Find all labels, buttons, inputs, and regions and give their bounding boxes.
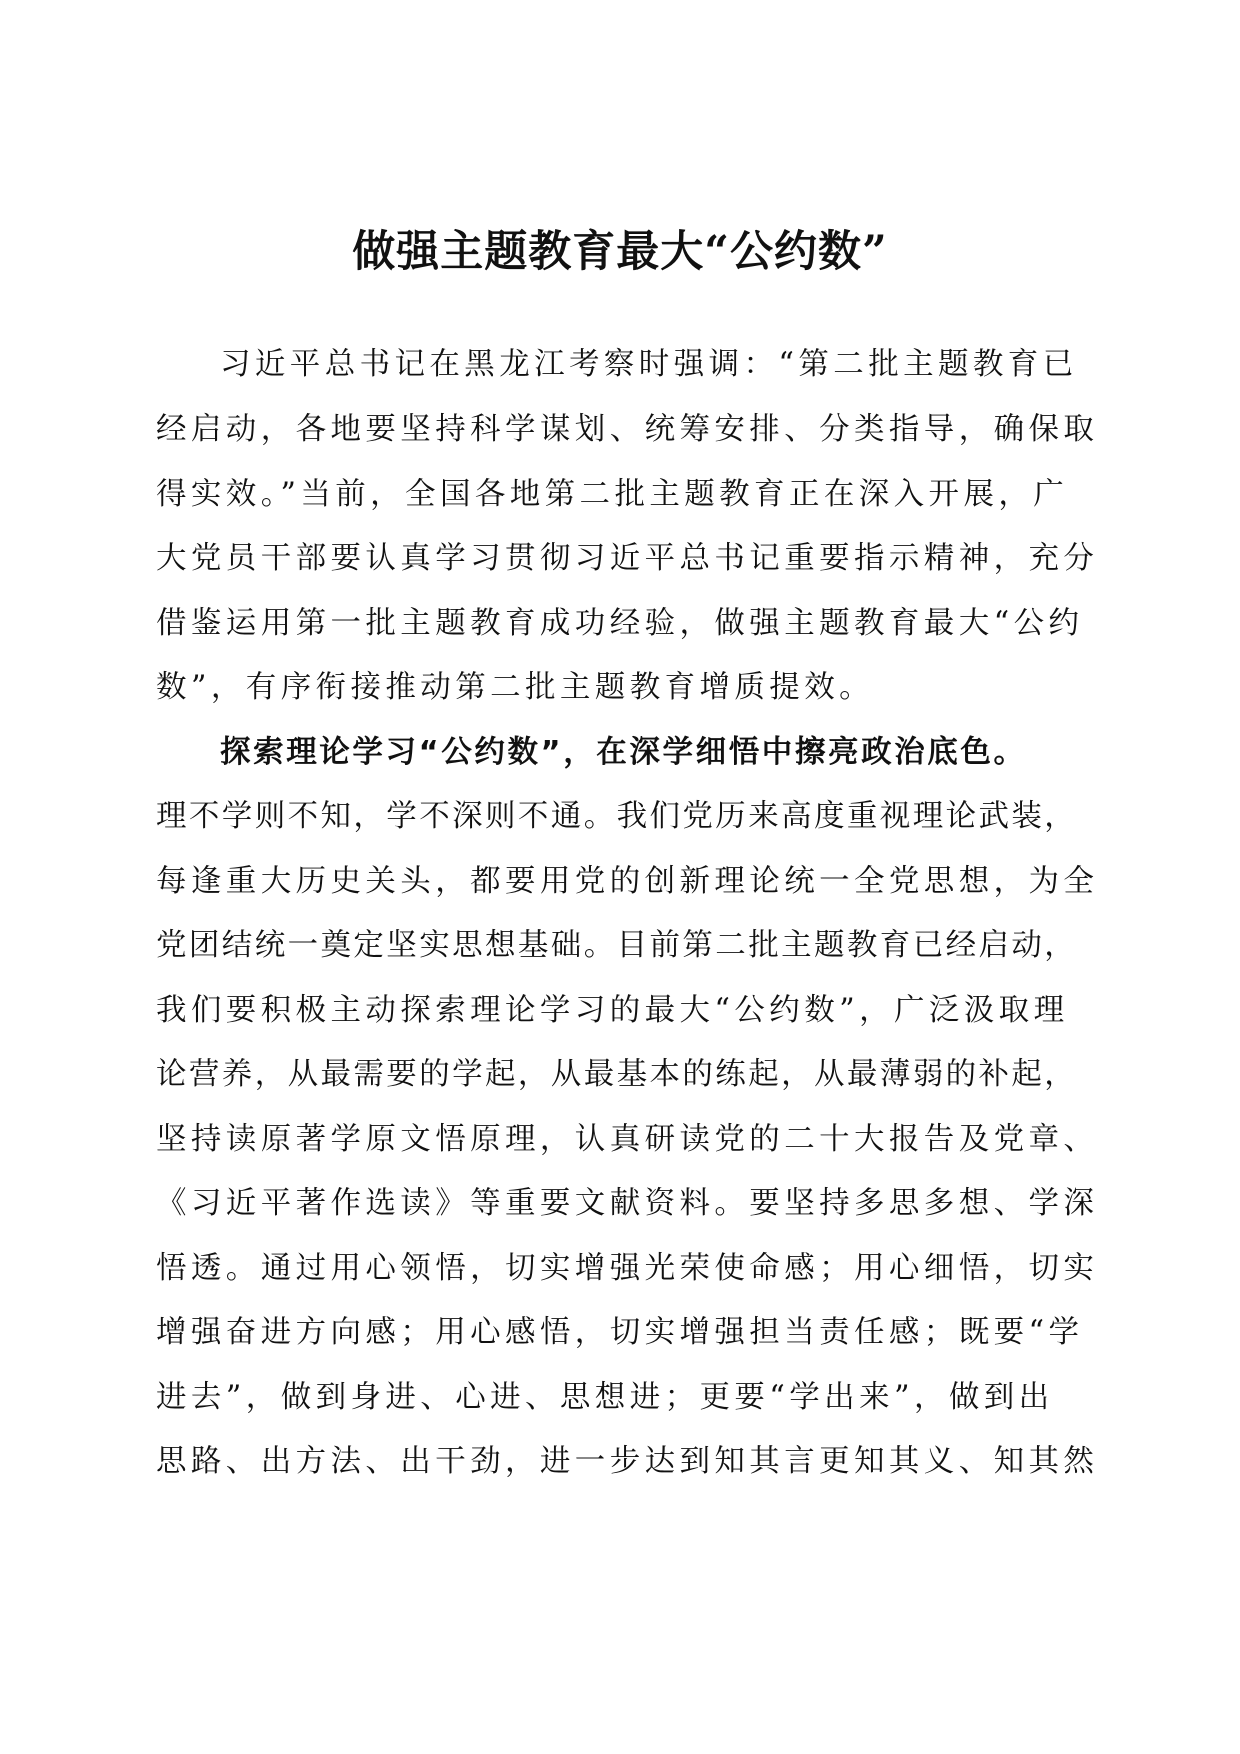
paragraph-line-13: 《习近平著作选读》等重要文献资料。要坚持多思多想、学深 <box>156 1186 1099 1221</box>
paragraph-line-12: 坚持读原著学原文悟原理，认真研读党的二十大报告及党章、 <box>156 1122 1099 1157</box>
paragraph-line-14: 悟透。通过用心领悟，切实增强光荣使命感；用心细悟，切实 <box>156 1251 1099 1286</box>
section-heading: 探索理论学习“公约数”，在深学细悟中擦亮政治底色。 <box>220 735 1027 770</box>
paragraph-line-7: 理不学则不知，学不深则不通。我们党历来高度重视理论武装， <box>156 799 1078 834</box>
paragraph-line-15: 增强奋进方向感；用心感悟，切实增强担当责任感；既要“学 <box>156 1315 1084 1350</box>
paragraph-line-10: 我们要积极主动探索理论学习的最大“公约数”，广泛汲取理 <box>156 993 1069 1028</box>
paragraph-line-17: 思路、出方法、出干劲，进一步达到知其言更知其义、知其然 <box>156 1444 1099 1479</box>
paragraph-line-16: 进去”，做到身进、心进、思想进；更要“学出来”，做到出 <box>156 1380 1054 1415</box>
paragraph-line-6: 数”，有序衔接推动第二批主题教育增质提效。 <box>156 670 874 705</box>
paragraph-line-11: 论营养，从最需要的学起，从最基本的练起，从最薄弱的补起， <box>156 1057 1078 1092</box>
paragraph-line-2: 经启动，各地要坚持科学谋划、统筹安排、分类指导，确保取 <box>156 412 1099 447</box>
paragraph-line-8: 每逢重大历史关头，都要用党的创新理论统一全党思想，为全 <box>156 864 1099 899</box>
paragraph-line-1: 习近平总书记在黑龙江考察时强调：“第二批主题教育已 <box>220 347 1078 382</box>
paragraph-line-5: 借鉴运用第一批主题教育成功经验，做强主题教育最大“公约 <box>156 606 1084 641</box>
article-title: 做强主题教育最大“公约数” <box>352 227 888 277</box>
paragraph-line-9: 党团结统一奠定坚实思想基础。目前第二批主题教育已经启动， <box>156 928 1078 963</box>
paragraph-line-3: 得实效。”当前，全国各地第二批主题教育正在深入开展，广 <box>156 477 1069 512</box>
paragraph-line-4: 大党员干部要认真学习贯彻习近平总书记重要指示精神，充分 <box>156 541 1099 576</box>
